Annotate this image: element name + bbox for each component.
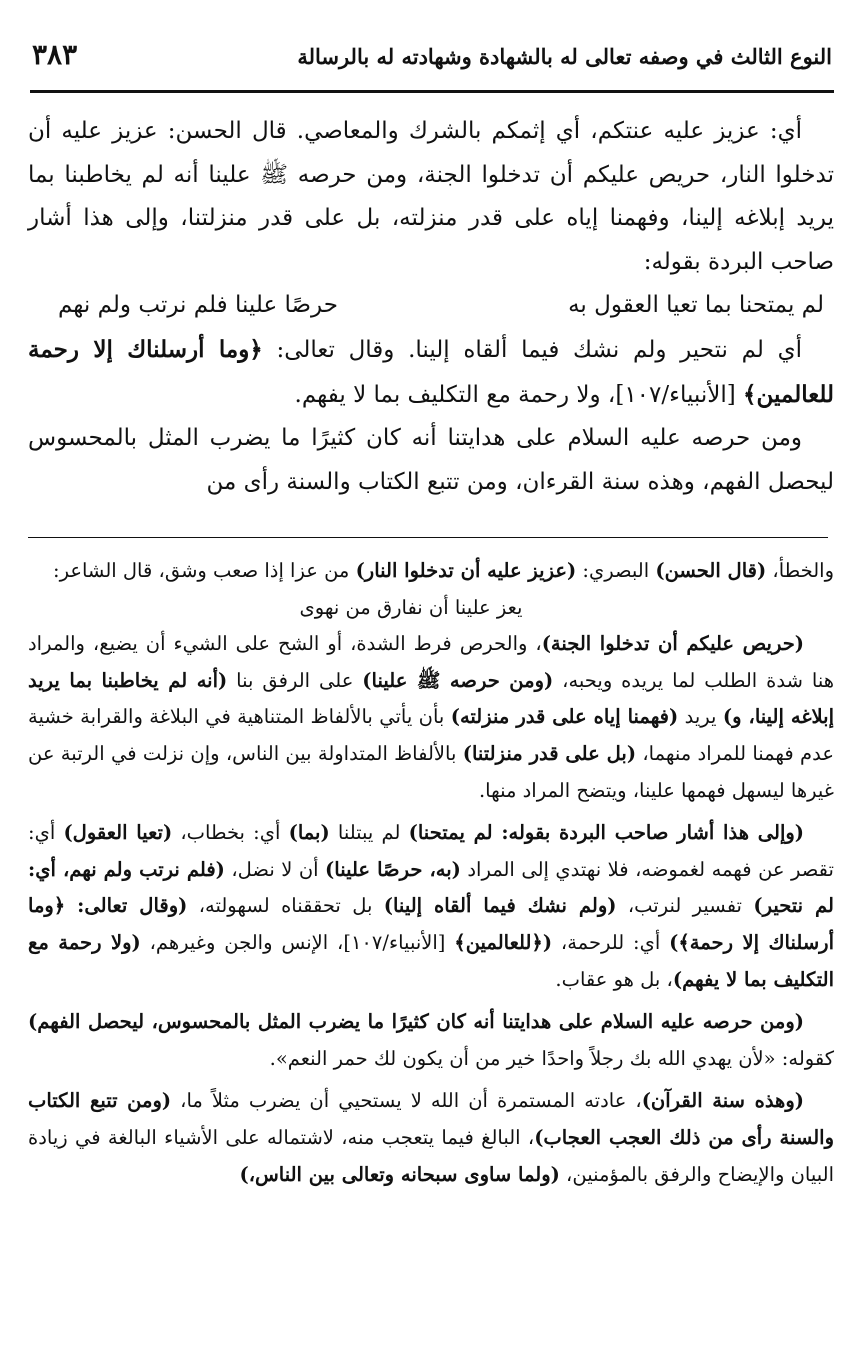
commentary-bold: (تعيا العقول): [63, 821, 173, 845]
commentary-text: لم يبتلنا: [329, 821, 409, 845]
main-p2-reference: [الأنبياء/١٠٧]، ولا رحمة مع التكليف بما لا يفهم.: [294, 381, 744, 408]
commentary-paragraph-2: [28, 626, 834, 809]
main-paragraph-1: أي: عزيز عليه عنتكم، أي إثمكم بالشرك والمعاصي. قال الحسن: عزيز عليه أن تدخلوا النار، حريص عليكم أن تدخلوا الجنة، ومن حرصه ﷺ علينا أنه لم يخاطبنا بما يريد إبلاغه إلينا، وفهمنا إياه على قدر منزلته، بل على قدر منزلتنا، وإلى هذا أشار صاحب البردة بقوله:: [28, 118, 834, 275]
commentary-bold: (وقال تعالى: ﴿وما أرسلناك إلا رحمة﴾): [28, 894, 834, 954]
quran-quote: ﴿وما أرسلناك إلا رحمة للعالمين﴾: [28, 335, 834, 408]
commentary-paragraph-1: [28, 553, 834, 590]
commentary-bold: (قال الحسن): [655, 559, 767, 582]
commentary-bold: (وإلى هذا أشار صاحب البردة بقوله: لم يمتحنا): [408, 821, 805, 845]
commentary-text: أي: تقصر عن فهمه لغموضه، فلا نهتدي إلى المراد: [28, 821, 834, 881]
commentary-bold: (عزيز عليه أن تدخلوا النار): [355, 559, 577, 582]
commentary-verse: يعز علينا أن نفارق من نهوى: [299, 595, 523, 619]
commentary-text: بأن يأتي بالألفاظ المتناهية في البلاغة والقرابة خشية عدم فهمنا للمراد منهما،: [28, 705, 834, 765]
commentary-bold: (بل على قدر منزلتنا): [462, 741, 637, 765]
commentary-paragraph-3: [28, 815, 834, 998]
commentary-text: ، عادته المستمرة أن الله لا يستحيي أن يضرب مثلاً ما،: [171, 1089, 642, 1113]
main-paragraph-2: [28, 328, 834, 417]
commentary-bold: (حريص عليكم أن تدخلوا الجنة): [541, 632, 804, 656]
commentary-text: ، والحرص فرط الشدة، أو الشح على الشيء أن يضيع، والمراد هنا شدة الطلب لما يريده ويحبه،: [28, 632, 835, 692]
page-number: ٣٨٣: [32, 38, 78, 71]
commentary-text: [الأنبياء/١٠٧]، الإنس والجن وغيرهم،: [140, 930, 455, 954]
commentary-text: بل تحققناه لسهولته،: [187, 894, 384, 918]
commentary-bold: (ولم نشك فيما ألقاه إلينا): [383, 894, 617, 918]
commentary-text: يريد: [678, 705, 723, 729]
commentary-bold: (ومن تتبع الكتاب والسنة رأى من ذلك العجب العجاب): [28, 1089, 835, 1149]
commentary-text: كقوله: «لأن يهدي الله بك رجلاً واحدًا خير من أن يكون لك حمر النعم».: [269, 1046, 834, 1070]
commentary-text: بالألفاظ المتداولة بين الناس، وإن نزلت في الرتبة عن غيرها ليسهل فهمها علينا، ويتضح المراد منها.: [28, 741, 834, 802]
commentary-text: أن لا نضل،: [224, 857, 326, 881]
commentary-text: والخطأ،: [766, 559, 834, 582]
verse-first-hemistich: لم يمتحنا بما تعيا العقول به: [568, 292, 824, 319]
commentary-bold: (ومن حرصه عليه السلام على هدايتنا أنه كان كثيرًا ما يضرب المثل بالمحسوس، ليحصل الفهم): [28, 1010, 804, 1034]
commentary-bold: (بما): [288, 821, 330, 845]
commentary-text: ، البالغ فيما يتعجب منه، لاشتماله على الأشياء البالغة في زيادة البيان والإيضاح والرفق بالمؤمنين،: [28, 1125, 834, 1186]
commentary-bold: (فهمنا إياه على قدر منزلته): [450, 705, 679, 729]
page-header: [30, 34, 834, 93]
main-paragraph-3: ومن حرصه عليه السلام على هدايتنا أنه كان كثيرًا ما يضرب المثل بالمحسوس ليحصل الفهم، وهذه سنة القرءان، ومن تتبع الكتاب والسنة رأى من: [28, 425, 834, 495]
commentary-bold: (أنه لم يخاطبنا بما يريد إبلاغه إلينا، و): [28, 668, 835, 729]
main-text: [28, 110, 834, 504]
commentary-text: تفسير لنرتب،: [616, 894, 754, 918]
commentary-text: من عزا إذا صعب وشق، قال الشاعر:: [53, 559, 356, 582]
commentary-bold: (فلم نرتب ولم نهم، أي: لم نتحير): [28, 857, 834, 918]
commentary-text: على الرفق بنا: [227, 668, 363, 692]
commentary-bold: (به، حرصًا علينا): [325, 857, 461, 881]
commentary-text: البصري:: [576, 559, 656, 582]
main-p2-text: أي لم نتحير ولم نشك فيما ألقاه إلينا. وقال تعالى:: [262, 336, 802, 363]
commentary-bold: (ولما ساوى سبحانه وتعالى بين الناس،): [239, 1162, 560, 1186]
commentary-text: ، بل هو عقاب.: [555, 967, 673, 991]
poem-verse: [28, 284, 834, 328]
commentary-bold: (ولا رحمة مع التكليف بما لا يفهم): [28, 930, 834, 991]
commentary-paragraph-5: [28, 1083, 834, 1193]
commentary-bold: (ومن حرصه ﷺ علينا): [362, 668, 554, 692]
commentary: [28, 553, 834, 1193]
commentary-bold: (﴿للعالمين﴾: [454, 930, 553, 954]
verse-second-hemistich: حرصًا علينا فلم نرتب ولم نهم: [58, 292, 338, 319]
footnote-separator: [28, 537, 828, 538]
running-title: النوع الثالث في وصفه تعالى له بالشهادة وشهادته له بالرسالة: [297, 44, 832, 69]
commentary-bold: (وهذه سنة القرآن): [641, 1089, 804, 1113]
commentary-text: أي: بخطاب،: [172, 821, 289, 845]
commentary-text: أي: للرحمة،: [552, 930, 670, 954]
commentary-paragraph-4: [28, 1004, 834, 1077]
